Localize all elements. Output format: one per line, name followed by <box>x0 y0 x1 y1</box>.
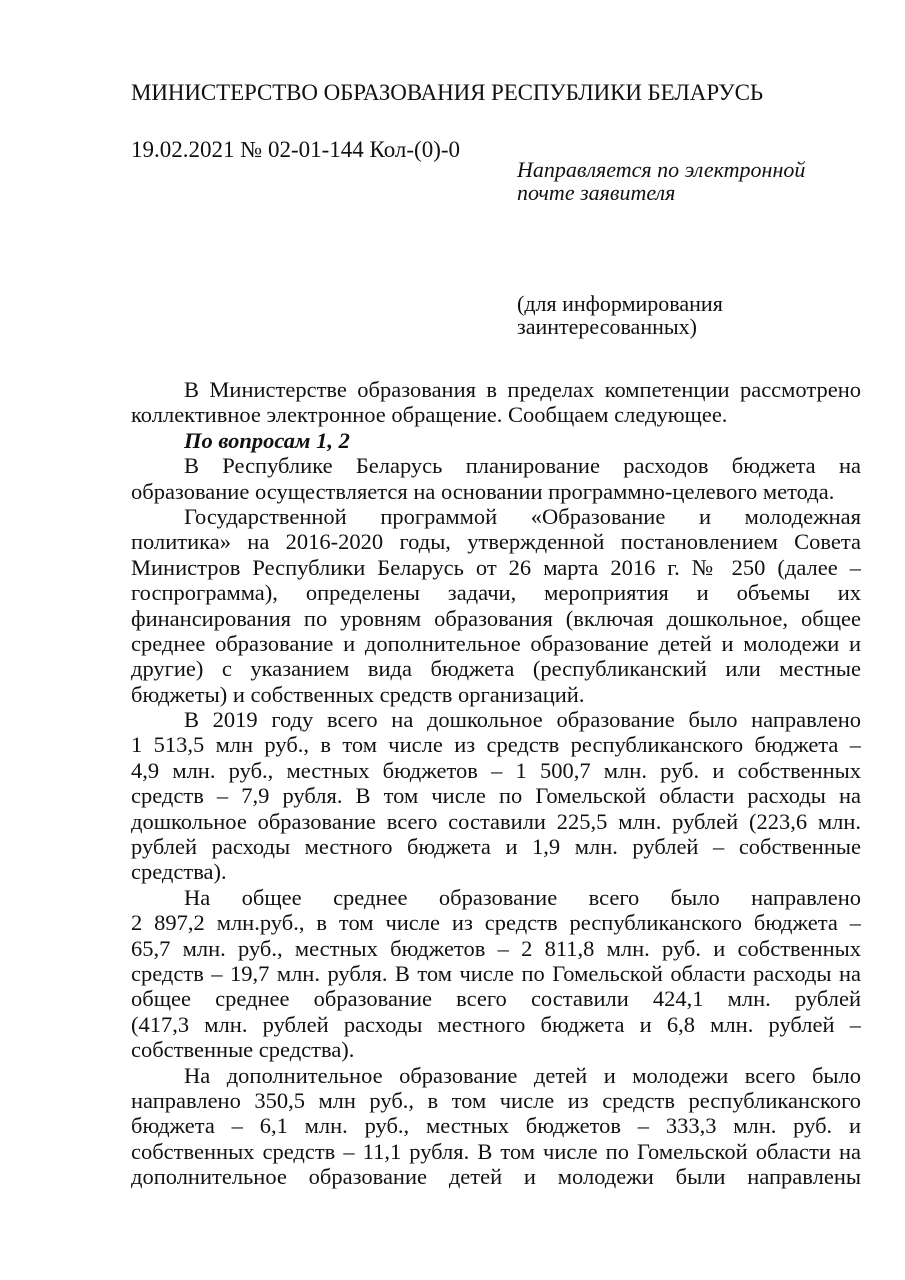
body-line: бюджеты) и собственных средств организаций. <box>131 681 585 707</box>
body-line: Министров Республики Беларусь от 26 марта 2016 г. № 250 (далее – <box>131 554 861 580</box>
delivery-note <box>517 158 805 204</box>
body-line: собственные средства). <box>131 1037 355 1063</box>
body-line: средства). <box>131 859 227 885</box>
section-heading: По вопросам 1, 2 <box>184 427 350 453</box>
body-line: средств – 7,9 рубля. В том числе по Гомельской области расходы на <box>131 783 861 809</box>
body-line: дополнительное образование детей и молодежи были направлены <box>131 1164 861 1190</box>
body-line: собственных средств – 11,1 рубля. В том числе по Гомельской области на <box>131 1138 861 1164</box>
body-line: дошкольное образование всего составили 225,5 млн. рублей (223,6 млн. <box>131 808 861 834</box>
body-line: 65,7 млн. руб., местных бюджетов – 2 811,8 млн. руб. и собственных <box>131 935 861 961</box>
body-line: рублей расходы местного бюджета и 1,9 млн. рублей – собственные <box>131 834 861 860</box>
body-line: 2 897,2 млн.руб., в том числе из средств республиканского бюджета – <box>131 910 861 936</box>
body-line: Государственной программой «Образование и молодежная <box>184 503 861 529</box>
body-line: средств – 19,7 млн. рубля. В том числе по Гомельской области расходы на <box>131 960 861 986</box>
body-line: госпрограмма), определены задачи, мероприятия и объемы их <box>131 580 861 606</box>
addressee-note-line: заинтересованных) <box>517 314 697 339</box>
body-line: (417,3 млн. рублей расходы местного бюджета и 6,8 млн. рублей – <box>131 1011 861 1037</box>
body-line: бюджета – 6,1 млн. руб., местных бюджетов – 333,3 млн. руб. и <box>131 1113 861 1139</box>
body-line: коллективное электронное обращение. Сообщаем следующее. <box>131 402 728 428</box>
body-line: образование осуществляется на основании программно-целевого метода. <box>131 478 835 504</box>
body-line: среднее образование и дополнительное образование детей и молодежи и <box>131 630 861 656</box>
delivery-note-line: почте заявителя <box>517 180 676 205</box>
delivery-note-line: Направляется по электронной <box>517 157 806 182</box>
body-line: В Республике Беларусь планирование расходов бюджета на <box>184 453 861 479</box>
body-line: другие) с указанием вида бюджета (республиканский или местные <box>131 656 861 682</box>
document-reference: 19.02.2021 № 02-01-144 Кол-(0)-0 <box>131 137 461 162</box>
addressee-note-line: (для информирования <box>517 291 723 316</box>
ministry-header: МИНИСТЕРСТВО ОБРАЗОВАНИЯ РЕСПУБЛИКИ БЕЛАРУСЬ <box>131 80 763 105</box>
body-line: направлено 350,5 млн руб., в том числе из средств республиканского <box>131 1087 861 1113</box>
body-line: финансирования по уровням образования (включая дошкольное, общее <box>131 605 861 631</box>
body-line: На общее среднее образование всего было направлено <box>184 884 861 910</box>
addressee-note <box>517 292 723 338</box>
letter-body <box>131 377 861 1190</box>
body-line: общее среднее образование всего составили 424,1 млн. рублей <box>131 986 861 1012</box>
body-line: политика» на 2016-2020 годы, утвержденной постановлением Совета <box>131 529 861 555</box>
body-line: В Министерстве образования в пределах компетенции рассмотрено <box>184 377 861 402</box>
body-line: 1 513,5 млн руб., в том числе из средств республиканского бюджета – <box>131 732 861 758</box>
body-line: 4,9 млн. руб., местных бюджетов – 1 500,7 млн. руб. и собственных <box>131 757 861 783</box>
body-line: На дополнительное образование детей и молодежи всего было <box>184 1062 861 1088</box>
body-line: В 2019 году всего на дошкольное образование было направлено <box>184 707 861 733</box>
